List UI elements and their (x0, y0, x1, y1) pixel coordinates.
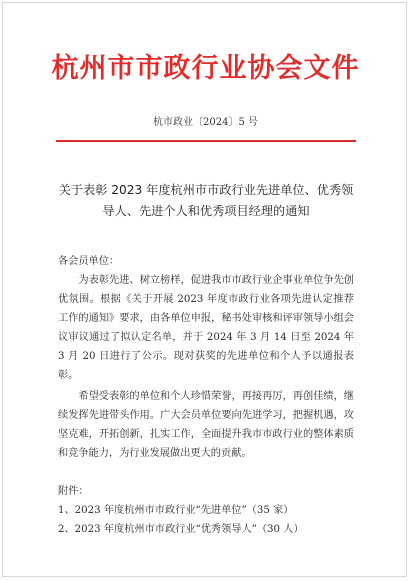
notice-body (58, 252, 354, 539)
attachments-list (58, 501, 354, 539)
body-paragraph-1: 为表彰先进、树立榜样，促进我市市政行业企事业单位争先创优氛围。根据《关于开展 2023 年度市政行业各项先进认定推荐工作的通知》要求，由各单位申报，秘书处审核和评审领导小组会议审议通过了拟认定名单，并于 2024 年 3 月 14 日至 2024 年 3 月 20 日进行了公示。现对获奖的先进单位和个人予以通报表彰。 (58, 275, 354, 381)
red-separator-line (56, 140, 356, 142)
notice-title-line-2: 导人、先进个人和优秀项目经理的通知 (102, 204, 310, 218)
body-paragraph-2: 希望受表彰的单位和个人珍惜荣誉，再接再厉，再创佳绩，继续发挥先进带头作用。广大会员单位要向先进学习，把握机遇，攻坚克难，开拓创新，扎实工作，全面提升我市市政行业的整体素质和竞争能力，为行业发展做出更大的贡献。 (58, 391, 354, 459)
document-number: 杭市政业〔2024〕5 号 (153, 117, 258, 128)
notice-title (58, 180, 354, 222)
attachment-item-2: 2、2023 年度杭州市市政行业“优秀领导人”（30 人） (58, 524, 304, 535)
notice-title-line-1: 关于表彰 2023 年度杭州市市政行业先进单位、优秀领 (58, 183, 354, 197)
attachments-label: 附件： (58, 486, 89, 497)
salutation: 各会员单位： (58, 256, 120, 267)
org-masthead-title: 杭州市市政行业协会文件 (51, 53, 360, 84)
attachment-item-1: 1、2023 年度杭州市市政行业“先进单位”（35 家） (58, 505, 294, 516)
